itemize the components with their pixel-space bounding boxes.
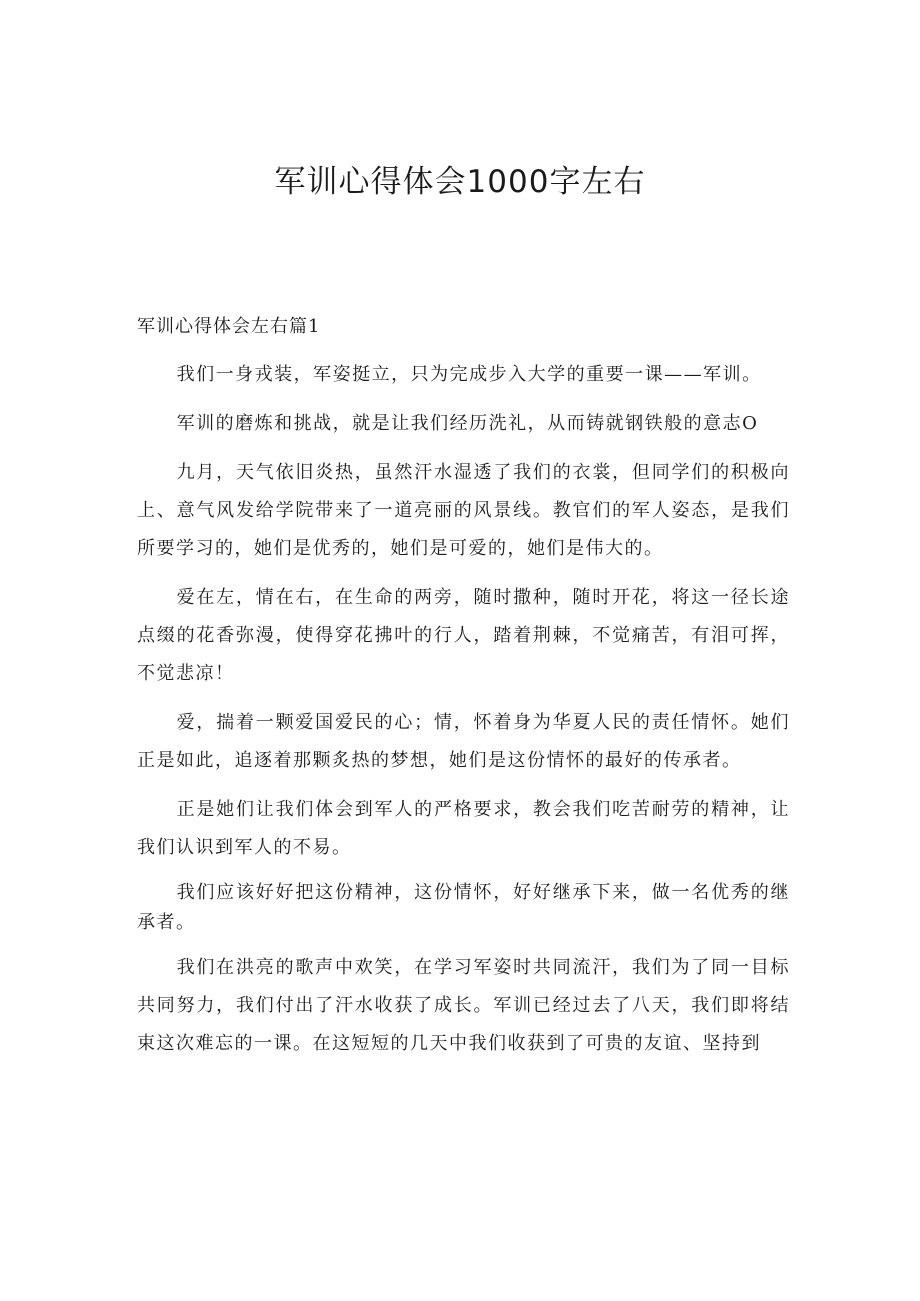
paragraph: 正是她们让我们体会到军人的严格要求，教会我们吃苦耐劳的精神，让我们认识到军人的不易。 [137,799,790,858]
paragraph: 我们一身戎装，军姿挺立，只为完成步入大学的重要一课——军训。 [176,364,762,385]
section-heading: 军训心得体会左右篇1 [137,316,321,337]
paragraph: 军训的磨炼和挑战，就是让我们经历洗礼，从而铸就钢铁般的意志O [176,413,759,434]
document-body [137,356,790,1074]
paragraph: 爱在左，情在右，在生命的两旁，随时撒种，随时开花，将这一径长途点缀的花香弥漫，使得穿花拂叶的行人，踏着荆棘，不觉痛苦，有泪可挥，不觉悲凉！ [137,587,790,684]
paragraph: 爱，揣着一颗爱国爱民的心；情，怀着身为华夏人民的责任情怀。她们正是如此，追逐着那颗炙热的梦想，她们是这份情怀的最好的传承者。 [137,712,790,771]
paragraph: 我们应该好好把这份精神，这份情怀，好好继承下来，做一名优秀的继承者。 [137,882,790,933]
paragraph: 我们在洪亮的歌声中欢笑，在学习军姿时共同流汗，我们为了同一目标共同努力，我们付出了汗水收获了成长。军训已经过去了八天，我们即将结束这次难忘的一课。在这短短的几天中我们收获到了可贵的友谊、坚持到 [137,957,790,1054]
document-title: 军训心得体会1000字左右 [274,164,646,200]
paragraph: 九月，天气依旧炎热，虽然汗水湿透了我们的衣裳，但同学们的积极向上、意气风发给学院带来了一道亮丽的风景线。教官们的军人姿态，是我们所要学习的，她们是优秀的，她们是可爱的，她们是伟大的。 [137,462,790,559]
